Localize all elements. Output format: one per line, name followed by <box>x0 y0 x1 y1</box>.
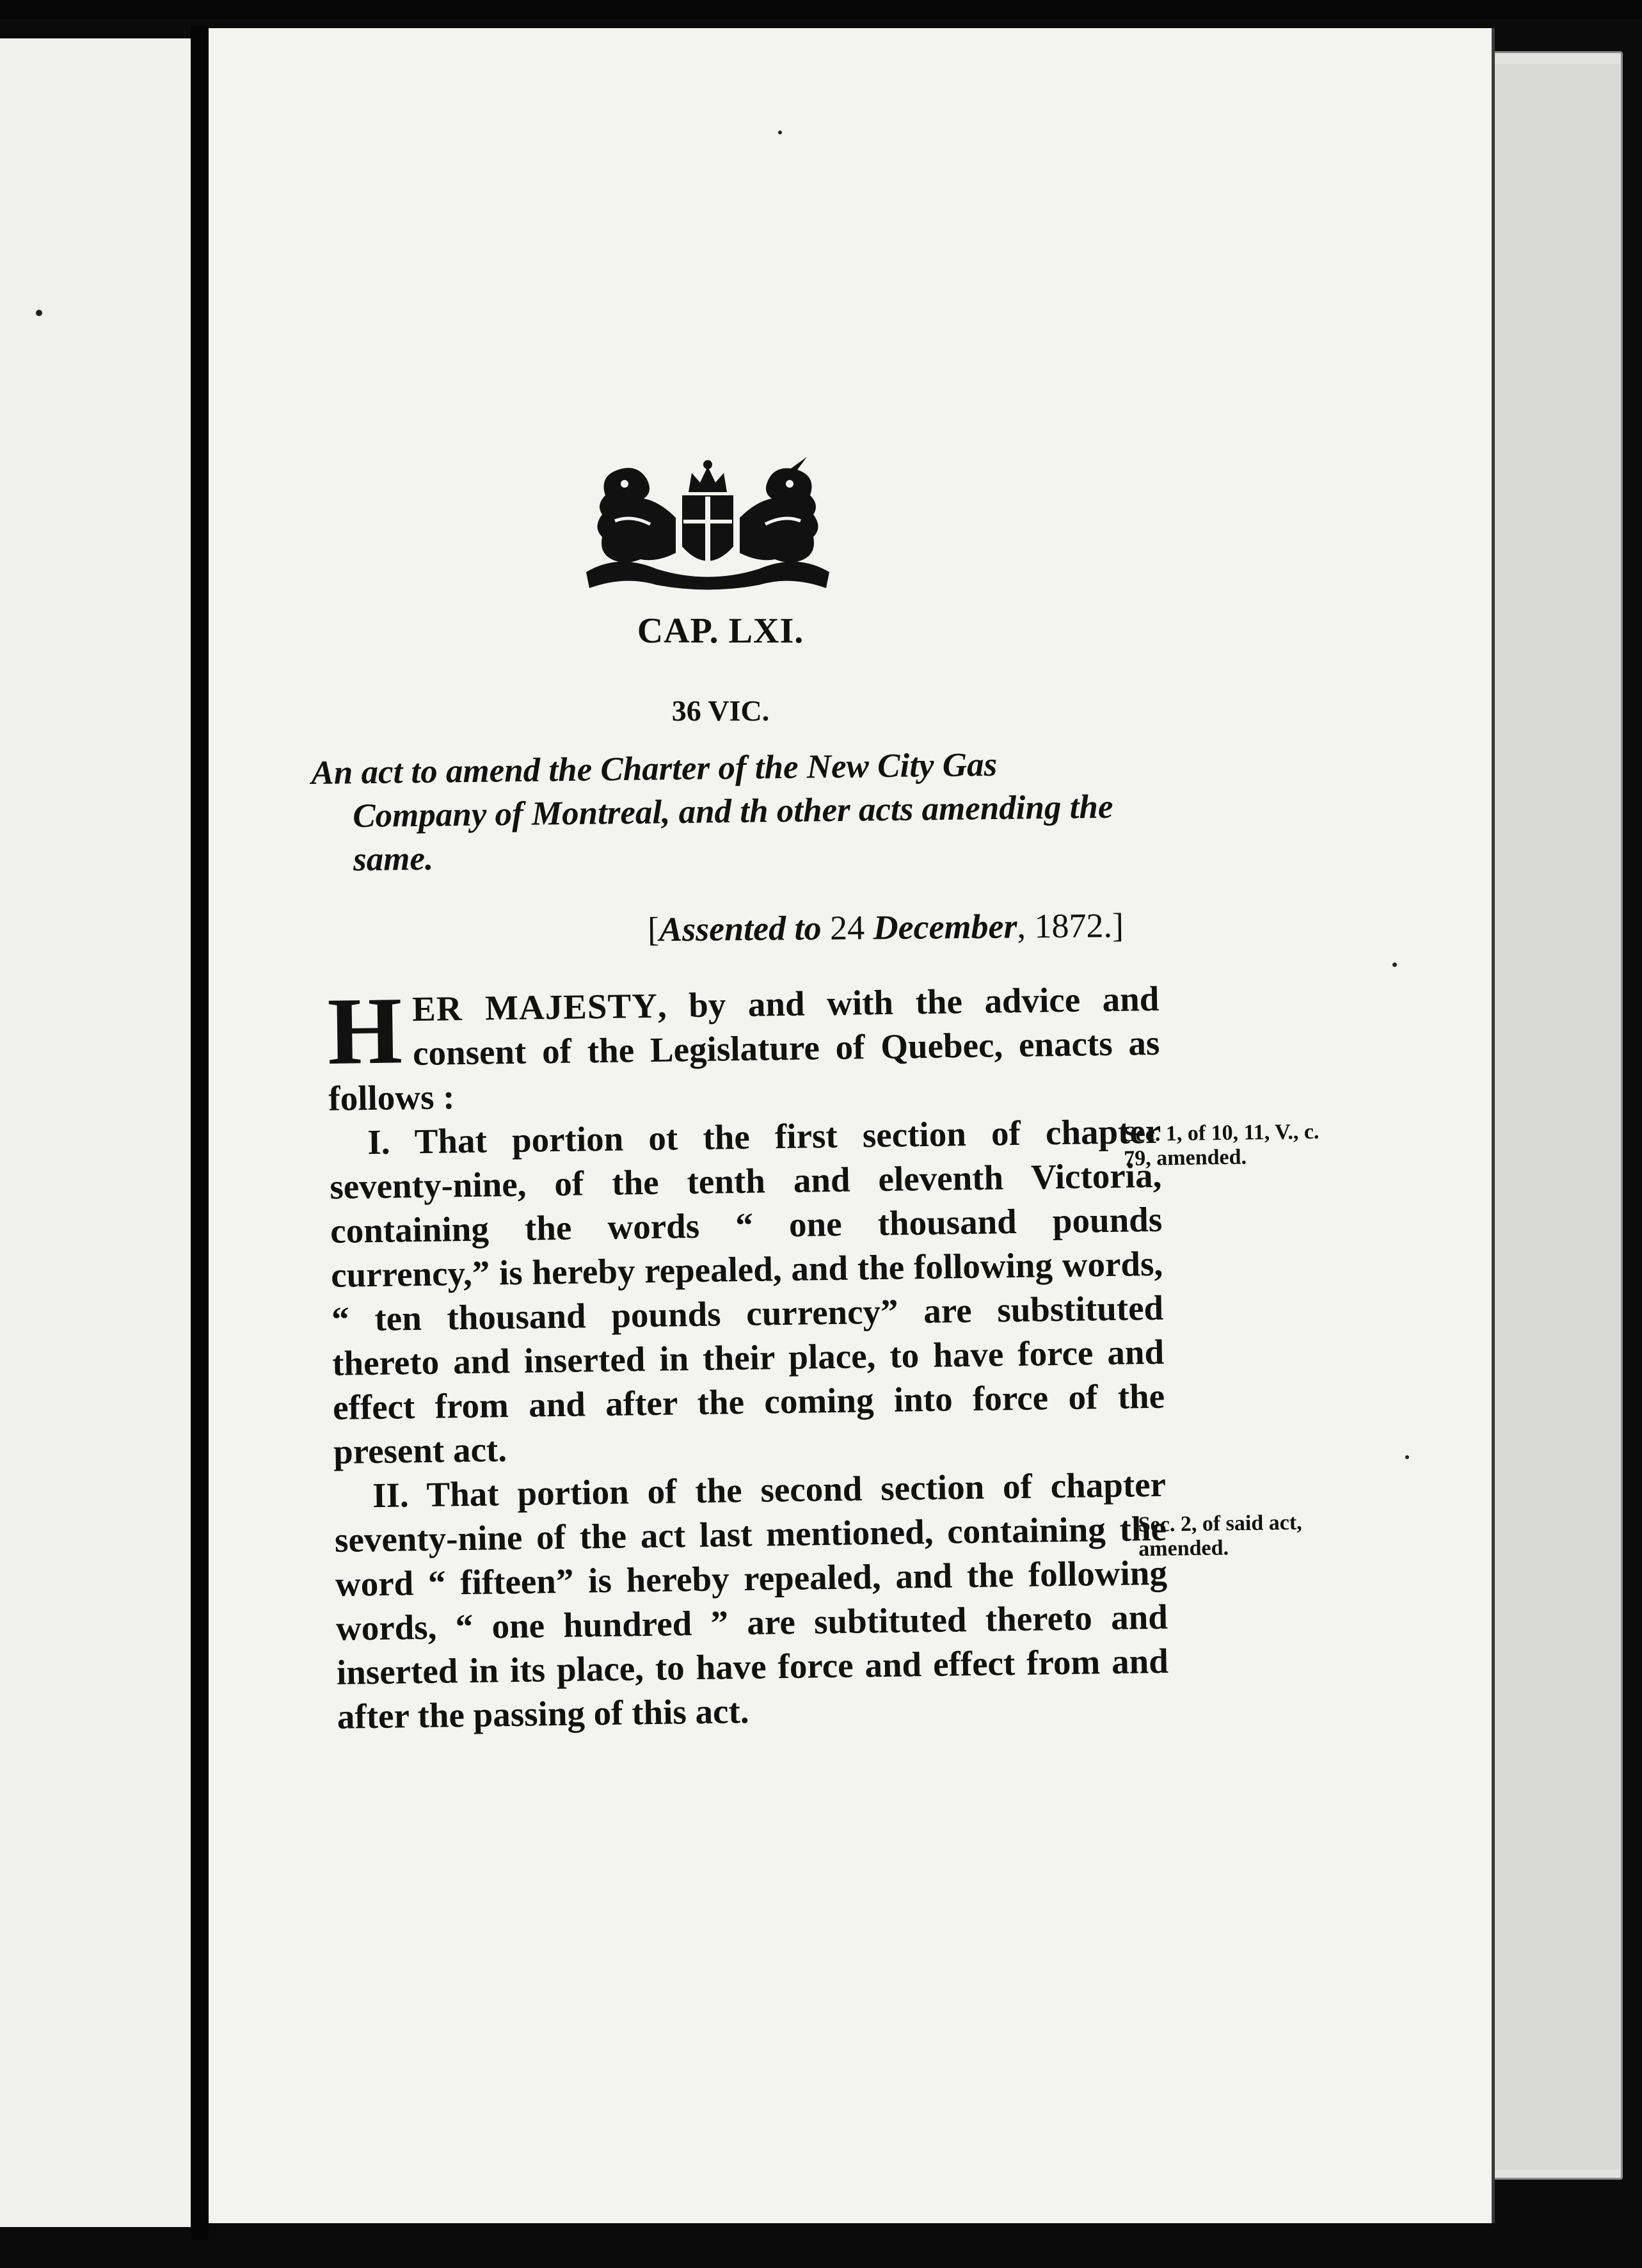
print-speck <box>1405 1455 1409 1459</box>
assent-date <box>529 906 1124 950</box>
assent-day: 24 <box>821 908 873 948</box>
facing-page-edge <box>0 38 195 2227</box>
statute-page <box>209 28 1495 2223</box>
royal-coat-of-arms-icon <box>580 457 836 591</box>
chapter-heading: CAP. LXI. <box>637 611 804 651</box>
scan-top-edge <box>0 0 1642 19</box>
enacting-lead: ER MAJESTY <box>411 986 658 1029</box>
act-title: An act to amend the Charter of the New City Gas Company of Montreal, and th other acts amending the same. <box>311 746 1113 879</box>
print-speck <box>778 131 782 134</box>
underlying-pages-inner <box>1491 64 1620 2169</box>
margin-note-section-1: Sec. 1, of 10, 11, V., c. 79, amended. <box>1123 1119 1319 1171</box>
drop-cap: H <box>326 977 403 1085</box>
assent-bracket: [ <box>647 910 660 949</box>
regnal-year: 36 VIC. <box>671 694 770 727</box>
print-speck <box>36 310 42 316</box>
assent-label: Assented to <box>658 909 822 949</box>
margin-note-section-2: Sec. 2, of said act, amended. <box>1138 1510 1302 1561</box>
assent-month: December <box>873 907 1017 947</box>
enacting-clause <box>327 977 1161 1121</box>
section-2: II. That portion of the second section of chapter seventy-nine of the act last mentioned, containing the word “ fifteen” is hereby repealed, and the following words, “ one hundred ” are subtituted thereto and inserted in its place, to have force and effect from and after the passing of this act. <box>334 1464 1169 1736</box>
book-gutter <box>191 26 209 2240</box>
assent-year: , 1872.] <box>1017 906 1124 946</box>
enacting-rest: , by and with the advice and consent of the Legislature of Quebec, enacts as follows : <box>328 978 1160 1118</box>
statute-body <box>327 977 1169 1739</box>
print-speck <box>1392 962 1397 967</box>
section-1: I. That portion ot the first section of chapter seventy-nine, of the tenth and eleventh Victoria, containing the words “ one thousand pounds currency,” is hereby repealed, and the following words, “ ten thousand pounds currency” are substituted thereto and inserted in their place, to have force and effect from and after the coming into force of the present act. <box>329 1111 1165 1471</box>
